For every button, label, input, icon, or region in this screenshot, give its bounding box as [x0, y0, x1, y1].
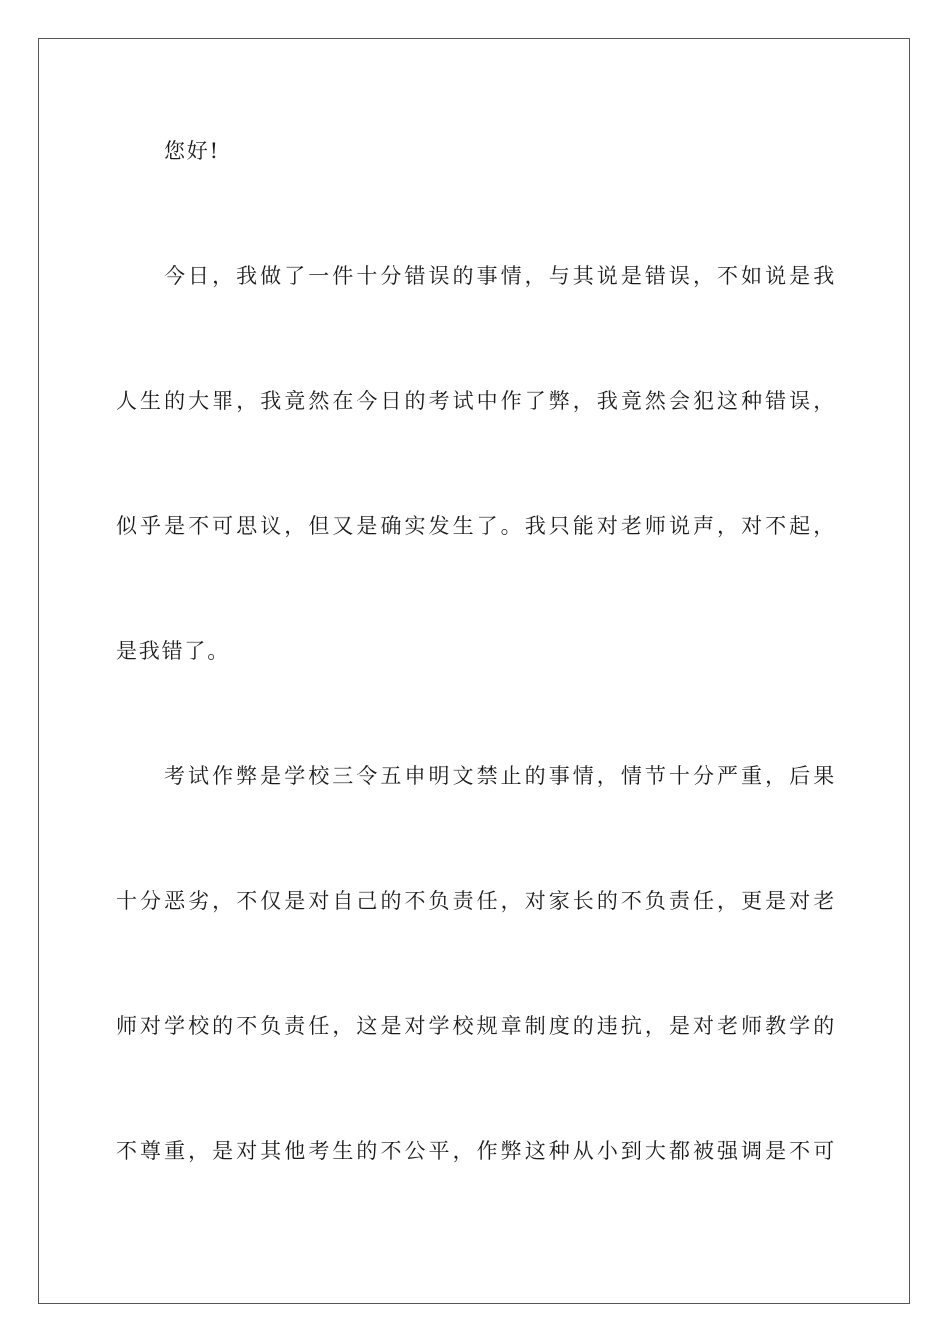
paragraph-2-line-2: 十分恶劣，不仅是对自己的不负责任，对家长的不负责任，更是对老 [116, 889, 836, 913]
paragraph-1-line-1: 今日，我做了一件十分错误的事情，与其说是错误，不如说是我 [164, 264, 836, 288]
paragraph-2-line-4: 不尊重，是对其他考生的不公平，作弊这种从小到大都被强调是不可 [116, 1139, 836, 1163]
paragraph-2-line-3: 师对学校的不负责任，这是对学校规章制度的违抗，是对老师教学的 [116, 1014, 836, 1038]
page-border [38, 38, 910, 1304]
paragraph-1-line-4: 是我错了。 [116, 639, 230, 663]
paragraph-1-line-3: 似乎是不可思议，但又是确实发生了。我只能对老师说声，对不起， [116, 514, 836, 538]
greeting: 您好! [164, 139, 220, 163]
paragraph-2-line-1: 考试作弊是学校三令五申明文禁止的事情，情节十分严重，后果 [164, 764, 836, 788]
paragraph-1-line-2: 人生的大罪，我竟然在今日的考试中作了弊，我竟然会犯这种错误， [116, 389, 836, 413]
